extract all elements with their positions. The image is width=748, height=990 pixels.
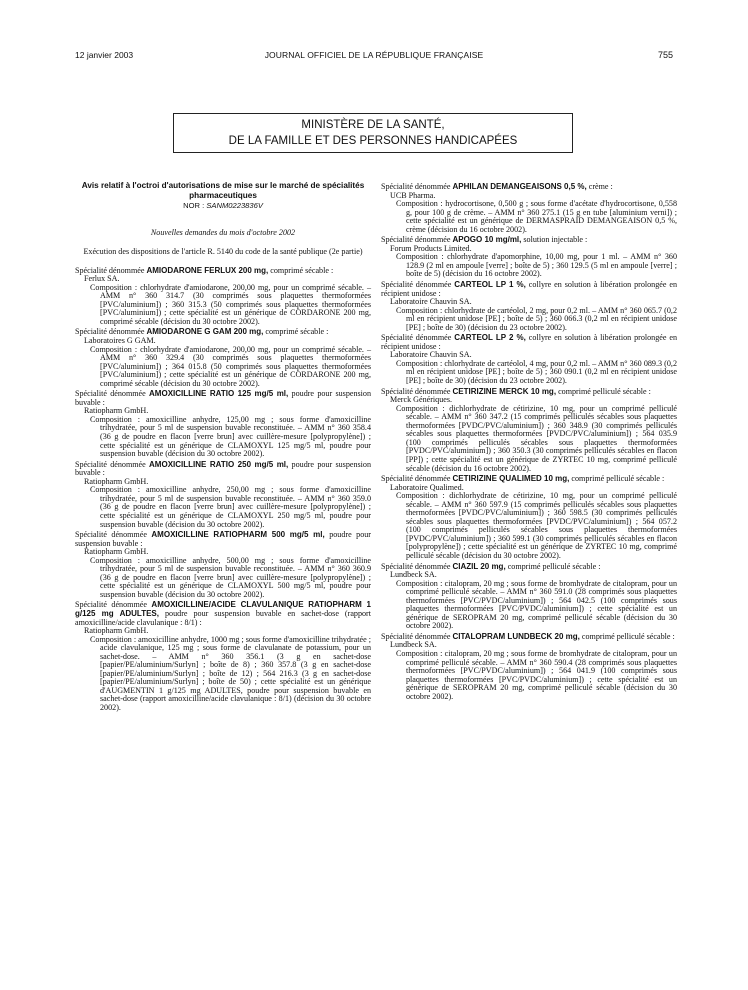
composition: Composition : dichlorhydrate de cétirizine, 10 mg, pour un comprimé pelliculé sécable. – AMM n° 360 347.2 (15 comprimés pelliculés sécables sous plaquettes thermoformées [PVDC/PVC/aluminium]) ; 360 348.9 (30 comprimés pelliculés sécables sous plaquettes thermoformées [PVDC/PVC/aluminium]) ; 564 035.9 (100 comprimés pelliculés sécables sous plaquettes thermoformées [PVDC/PVC/aluminium]) ; 360 350.3 (30 comprimés pelliculés sécables en flacon [PP]) ; cette spécialité est un générique de ZYRTEC 10 mg, comprimé pelliculé sécable (décision du 16 octobre 2002). (396, 403, 677, 473)
left-entries (75, 267, 371, 713)
page-number: 755 (657, 50, 673, 60)
product-name: AMOXICILLINE RATIO 125 mg/5 ml, (149, 389, 289, 399)
entry-prefix: Spécialité dénommée (75, 459, 150, 469)
composition: Composition : citalopram, 20 mg ; sous forme de bromhydrate de citalopram, pour un comprimé pelliculé sécable. – AMM n° 360 591.0 (28 comprimés sous plaquettes thermoformées [PVC/PVDC/aluminium]) ; 564 042.5 (100 comprimés sous plaquettes thermoformées [PVC/PVDC/aluminium]) ; cette spécialité est un générique de SEROPRAM 20 mg, comprimé pelliculé sécable (décision du 30 octobre 2002). (396, 578, 677, 631)
entry-heading (381, 281, 677, 298)
product-form: comprimé pelliculé sécable : (556, 386, 651, 396)
nor-code: SANM0223836V (206, 201, 263, 210)
entry-heading (381, 334, 677, 351)
specialite-entry (381, 475, 677, 560)
product-name: CARTEOL LP 2 %, (454, 333, 526, 343)
composition: Composition : amoxicilline anhydre, 1000 mg ; sous forme d'amoxicilline trihydratée ; acide clavulanique, 125 mg ; sous forme de clavulanate de potassium, pour un sachet-dose. – AMM n° 360 356.1 (3 g en sachet-dose [papier/PE/aluminium/Surlyn] ; boîte de 8) ; 360 357.8 (3 g en sachet-dose [papier/PE/aluminium/Surlyn] ; boîte de 12) ; 564 216.3 (3 g en sachet-dose [papier/PE/aluminium/Surlyn] ; boîte de 50) ; cette spécialité est un générique d'AUGMENTIN 1 g/125 mg ADULTES, poudre pour suspension buvable en sachet-dose (rapport amoxicilline/acide clavulanique : 8/1) (décision du 30 octobre 2002). (90, 634, 371, 712)
entry-prefix: Spécialité dénommée (75, 530, 152, 540)
ministry-box (173, 113, 573, 153)
journal-title: JOURNAL OFFICIEL DE LA RÉPUBLIQUE FRANÇAISE (264, 50, 484, 60)
entry-prefix: Spécialité dénommée (381, 631, 453, 641)
laboratory: Lundbeck SA. (390, 570, 437, 580)
laboratory: Ferlux SA. (84, 274, 120, 284)
composition: Composition : hydrocortisone, 0,500 g ; sous forme d'acétate d'hydrocortisone, 0,558 g, pour 100 g de crème. – AMM n° 360 275.1 (15 g en tube [aluminium verni]) ; cette spécialité est un générique de DERMASPRAID DEMANGEAISON 0,5 %, crème (décision du 16 octobre 2002). (396, 199, 677, 234)
ministry-line-1: MINISTÈRE DE LA SANTÉ, (301, 119, 445, 131)
specialite-entry (75, 328, 371, 388)
specialite-entry (75, 461, 371, 529)
composition: Composition : amoxicilline anhydre, 500,00 mg ; sous forme d'amoxicilline trihydratée, pour 5 ml de suspension buvable reconstituée. – AMM n° 360 360.9 (36 g de poudre en flacon [verre brun] avec cuillère-mesure [polypropylène]) ; cette spécialité est un générique de CLAMOXYL 500 mg/5 ml, poudre pour suspension buvable (décision du 30 octobre 2002). (90, 555, 371, 599)
product-form: poudre pour suspension buvable : (75, 389, 371, 407)
specialite-entry (75, 390, 371, 458)
specialite-entry (381, 633, 677, 701)
page-header (75, 50, 673, 64)
entry-prefix: Spécialité dénommée (381, 333, 455, 343)
composition: Composition : chlorhydrate d'amiodarone, 200,00 mg, pour un comprimé sécable. – AMM n° 360 329.4 (30 comprimés sous plaquettes thermoformées [PVC/aluminium]) ; 364 015.8 (50 comprimés sous plaquettes thermoformées [PVC/aluminium]) ; cette spécialité est un générique de CORDARONE 200 mg, comprimé sécable (décision du 30 octobre 2002). (90, 344, 371, 388)
specialite-entry (381, 388, 677, 473)
composition: Composition : chlorhydrate de cartéolol, 2 mg, pour 0,2 ml. – AMM n° 360 065.7 (0,2 ml en récipient unidose [PE] ; boîte de 5) ; 360 066.3 (0,2 ml en récipient unidose [PE] ; boîte de 30) (décision du 23 octobre 2002). (396, 305, 677, 332)
specialite-entry (75, 531, 371, 599)
entry-prefix: Spécialité dénommée (381, 561, 453, 571)
ministry-line-2: DE LA FAMILLE ET DES PERSONNES HANDICAPÉES (228, 135, 518, 147)
entry-prefix: Spécialité dénommée (75, 389, 150, 399)
product-form: comprimé pelliculé sécable : (579, 631, 675, 641)
entry-heading (75, 461, 371, 478)
avis-title: Avis relatif à l'octroi d'autorisations de mise sur le marché de spécialités pharmaceutiques (81, 181, 365, 200)
entry-prefix: Spécialité dénommée (75, 327, 147, 337)
execution-note: Exécution des dispositions de l'article R. 5140 du code de la santé publique (2e partie) (83, 247, 363, 257)
product-form: poudre pour suspension buvable : (75, 530, 371, 548)
specialite-entry (381, 281, 677, 332)
laboratory: Ratiopharm GmbH. (84, 406, 149, 416)
nor-label: NOR : (183, 201, 205, 210)
product-name: AMIODARONE G GAM 200 mg, (146, 327, 264, 337)
composition: Composition : chlorhydrate d'amiodarone, 200,00 mg, pour un comprimé sécable. – AMM n° 360 314.7 (30 comprimés sous plaquettes thermoformées [PVC/aluminium]) ; 360 315.3 (50 comprimés sous plaquettes thermoformées [PVC/aluminium]) ; cette spécialité est un générique de CORDARONE 200 mg, comprimé sécable (décision du 30 octobre 2002). (90, 282, 371, 326)
laboratory: UCB Pharma. (390, 190, 436, 200)
laboratory: Laboratoires G GAM. (84, 336, 156, 346)
left-column (75, 181, 371, 713)
laboratory: Merck Génériques. (390, 395, 453, 405)
entry-prefix: Spécialité dénommée (381, 474, 453, 484)
product-form: collyre en solution à libération prolongée en récipient unidose : (381, 333, 677, 351)
product-name: CIAZIL 20 mg, (452, 561, 506, 571)
product-form: comprimé sécable : (263, 327, 329, 337)
entry-heading (75, 601, 371, 627)
specialite-entry (381, 334, 677, 385)
entry-heading (75, 390, 371, 407)
laboratory: Ratiopharm GmbH. (84, 476, 149, 486)
right-entries (381, 183, 677, 701)
right-column (381, 181, 677, 701)
issue-date: 12 janvier 2003 (75, 50, 134, 60)
product-form: comprimé pelliculé sécable : (505, 561, 601, 571)
product-name: AMOXICILLINE RATIOPHARM 500 mg/5 ml, (151, 530, 325, 540)
laboratory: Ratiopharm GmbH. (84, 626, 149, 636)
laboratory: Ratiopharm GmbH. (84, 547, 149, 557)
product-name: APHILAN DEMANGEAISONS 0,5 %, (452, 182, 587, 191)
entry-heading (75, 531, 371, 548)
product-name: CITALOPRAM LUNDBECK 20 mg, (452, 631, 580, 641)
product-name: CETIRIZINE MERCK 10 mg, (452, 386, 557, 396)
specialite-entry (75, 267, 371, 327)
composition: Composition : chlorhydrate d'apomorphine, 10,00 mg, pour 1 ml. – AMM n° 360 128.9 (2 ml en ampoule [verre] ; boîte de 5) ; 360 129.5 (5 ml en ampoule [verre] ; boîte de 5) (décision du 16 octobre 2002). (396, 252, 677, 279)
product-form: solution injectable : (521, 235, 588, 245)
entry-prefix: Spécialité dénommée (381, 235, 453, 245)
entry-prefix: Spécialité dénommée (381, 182, 453, 191)
product-form: comprimé sécable : (268, 265, 334, 275)
laboratory: Laboratoire Qualimed. (390, 482, 464, 492)
laboratory: Laboratoire Chauvin SA. (390, 350, 472, 360)
specialite-entry (381, 183, 677, 234)
composition: Composition : amoxicilline anhydre, 250,00 mg ; sous forme d'amoxicilline trihydratée, pour 5 ml de suspension buvable reconstituée. – AMM n° 360 359.0 (36 g de poudre en flacon [verre brun] avec cuillère-mesure [polypropylène]) ; cette spécialité est un générique de CLAMOXYL 250 mg/5 ml, poudre pour suspension buvable (décision du 30 octobre 2002). (90, 485, 371, 529)
product-name: AMOXICILLINE/ACIDE CLAVULANIQUE RATIOPHARM 1 g/125 mg ADULTES, (75, 600, 371, 618)
laboratory: Laboratoire Chauvin SA. (390, 297, 472, 307)
composition: Composition : amoxicilline anhydre, 125,00 mg ; sous forme d'amoxicilline trihydratée, pour 5 ml de suspension buvable reconstituée. – AMM n° 360 358.4 (36 g de poudre en flacon [verre brun] avec cuillère-mesure [polypropylène]) ; cette spécialité est un générique de CLAMOXYL 125 mg/5 ml, poudre pour suspension buvable (décision du 30 octobre 2002). (90, 414, 371, 459)
specialite-entry (381, 236, 677, 279)
product-name: AMOXICILLINE RATIO 250 mg/5 ml, (149, 459, 289, 469)
specialite-entry (381, 563, 677, 631)
product-form: comprimé pelliculé sécable : (569, 474, 665, 484)
laboratory: Forum Products Limited. (390, 243, 472, 253)
composition: Composition : dichlorhydrate de cétirizine, 10 mg, pour un comprimé pelliculé sécable. – AMM n° 360 597.9 (15 comprimés pelliculés sécables sous plaquettes thermoformées [PVDC/PVC/aluminium]) ; 360 598.5 (30 comprimés pelliculés sécables sous plaquettes thermoformées [PVDC/PVC/aluminium]) ; 564 057.2 (100 comprimés pelliculés sécables sous plaquettes thermoformées [PVDC/PVC/aluminium]) ; 360 599.1 (30 comprimés pelliculés sécables en flacon [polypropylène]) ; cette spécialité est un générique de ZYRTEC 10 mg, comprimé pelliculé sécable (décision du 30 octobre 2002). (396, 491, 677, 560)
nor-reference (75, 202, 371, 211)
entry-prefix: Spécialité dénommée (75, 265, 147, 275)
product-form: poudre pour suspension buvable en sachet-dose (rapport amoxicilline/acide clavulanique : 8/1) : (75, 608, 371, 627)
entry-prefix: Spécialité dénommée (75, 600, 152, 610)
laboratory: Lundbeck SA. (390, 640, 437, 650)
composition: Composition : citalopram, 20 mg ; sous forme de bromhydrate de citalopram, pour un comprimé pelliculé sécable. – AMM n° 360 590.4 (28 comprimés sous plaquettes thermoformées [PVC/PVDC/aluminium]) ; 564 041.9 (100 comprimés sous plaquettes thermoformées [PVC/PVDC/aluminium]) ; cette spécialité est un générique de SEROPRAM 20 mg, comprimé pelliculé sécable (décision du 30 octobre 2002). (396, 648, 677, 701)
product-name: CARTEOL LP 1 %, (454, 280, 526, 290)
product-form: poudre pour suspension buvable : (75, 459, 371, 478)
product-form: collyre en solution à libération prolongée en récipient unidose : (381, 280, 677, 298)
product-name: CETIRIZINE QUALIMED 10 mg, (452, 474, 570, 484)
product-form: crème : (586, 182, 613, 191)
product-name: AMIODARONE FERLUX 200 mg, (146, 265, 269, 275)
specialite-entry (75, 601, 371, 712)
entry-prefix: Spécialité dénommée (381, 386, 453, 396)
composition: Composition : chlorhydrate de cartéolol, 4 mg, pour 0,2 ml. – AMM n° 360 089.3 (0,2 ml en récipient unidose [PE] ; boîte de 5) ; 360 090.1 (0,2 ml en récipient unidose [PE] ; boîte de 30) (décision du 23 octobre 2002). (396, 358, 677, 386)
avis-subtitle: Nouvelles demandes du mois d'octobre 2002 (150, 227, 296, 237)
entry-prefix: Spécialité dénommée (381, 280, 455, 290)
product-name: APOGO 10 mg/ml, (452, 235, 522, 245)
